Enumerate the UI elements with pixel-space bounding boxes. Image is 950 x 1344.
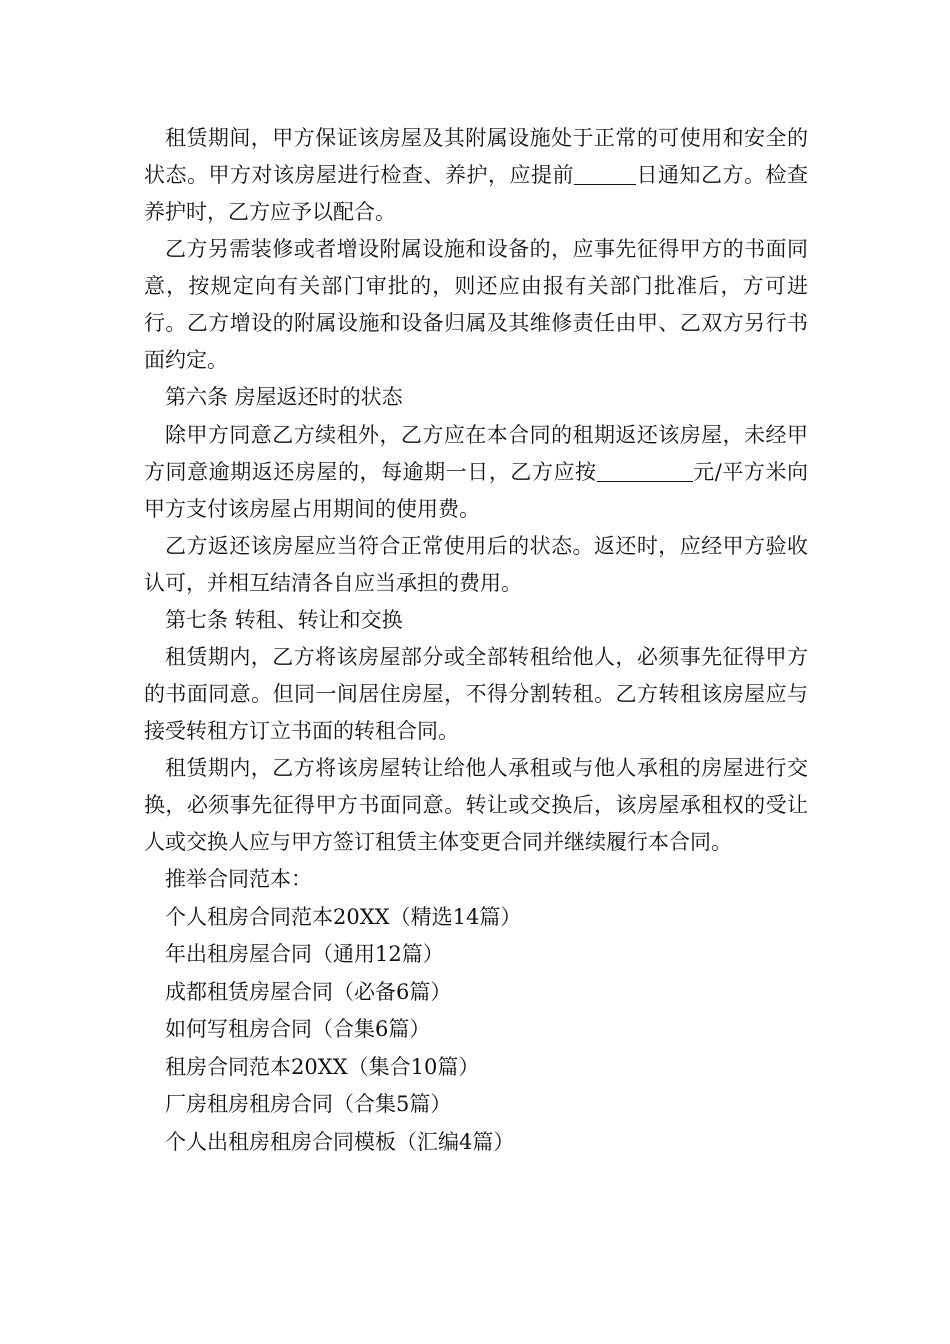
recommend-title: 推举合同范本：	[165, 867, 312, 891]
recommend-link-4[interactable]: 如何写租房合同（合集6篇）	[165, 1017, 431, 1041]
paragraph-return-condition: 乙方返还该房屋应当符合正常使用后的状态。返还时，应经甲方验收认可，并相互结清各自应当承担的费用。	[144, 533, 808, 595]
paragraph-sublease: 租赁期内，乙方将该房屋部分或全部转租给他人，必须事先征得甲方的书面同意。但同一间居住房屋，不得分割转租。乙方转租该房屋应与接受转租方订立书面的转租合同。	[144, 645, 808, 743]
recommend-link-3[interactable]: 成都租赁房屋合同（必备6篇）	[165, 979, 452, 1004]
paragraph-return-text-1: 除甲方同意乙方续租外，乙方应在本合同的租期返还该房屋，未经甲方同意逾期返还房屋的，每逾期一日，乙方应按	[144, 422, 808, 484]
heading-article-6: 第六条 房屋返还时的状态	[165, 385, 403, 409]
recommend-link-2[interactable]: 年出租房屋合同（通用12篇）	[165, 942, 444, 966]
recommend-link-7[interactable]: 个人出租房租房合同模板（汇编4篇）	[165, 1129, 515, 1154]
fee-blank-line	[597, 459, 693, 482]
days-blank-line	[574, 162, 636, 185]
document-body	[144, 120, 808, 1161]
paragraph-return-text-2: 元/平方米向甲方支付该房屋占用期间的使用费。	[144, 459, 809, 521]
paragraph-maintenance-text-2: 日通知乙方。检查养护时，乙方应予以配合。	[144, 163, 808, 224]
paragraph-return	[144, 417, 808, 528]
paragraph-maintenance-text-1: 租赁期间，甲方保证该房屋及其附属设施处于正常的可使用和安全的状态。甲方对该房屋进行检查、养护，应提前	[144, 126, 808, 187]
paragraph-maintenance	[144, 120, 808, 231]
recommend-link-6[interactable]: 厂房租房租房合同（合集5篇）	[165, 1092, 452, 1116]
heading-article-7: 第七条 转租、转让和交换	[165, 607, 403, 632]
paragraph-transfer: 租赁期内，乙方将该房屋转让给他人承租或与他人承租的房屋进行交换，必须事先征得甲方书面同意。转让或交换后，该房屋承租权的受让人或交换人应与甲方签订租赁主体变更合同并继续履行本合同。	[144, 756, 808, 854]
recommend-link-1[interactable]: 个人租房合同范本20XX（精选14篇）	[165, 904, 522, 929]
recommend-link-5[interactable]: 租房合同范本20XX（集合10篇）	[165, 1054, 480, 1079]
paragraph-renovation: 乙方另需装修或者增设附属设施和设备的，应事先征得甲方的书面同意，按规定向有关部门审批的，则还应由报有关部门批准后，方可进行。乙方增设的附属设施和设备归属及其维修责任由甲、乙双方另行书面约定。	[144, 237, 808, 372]
